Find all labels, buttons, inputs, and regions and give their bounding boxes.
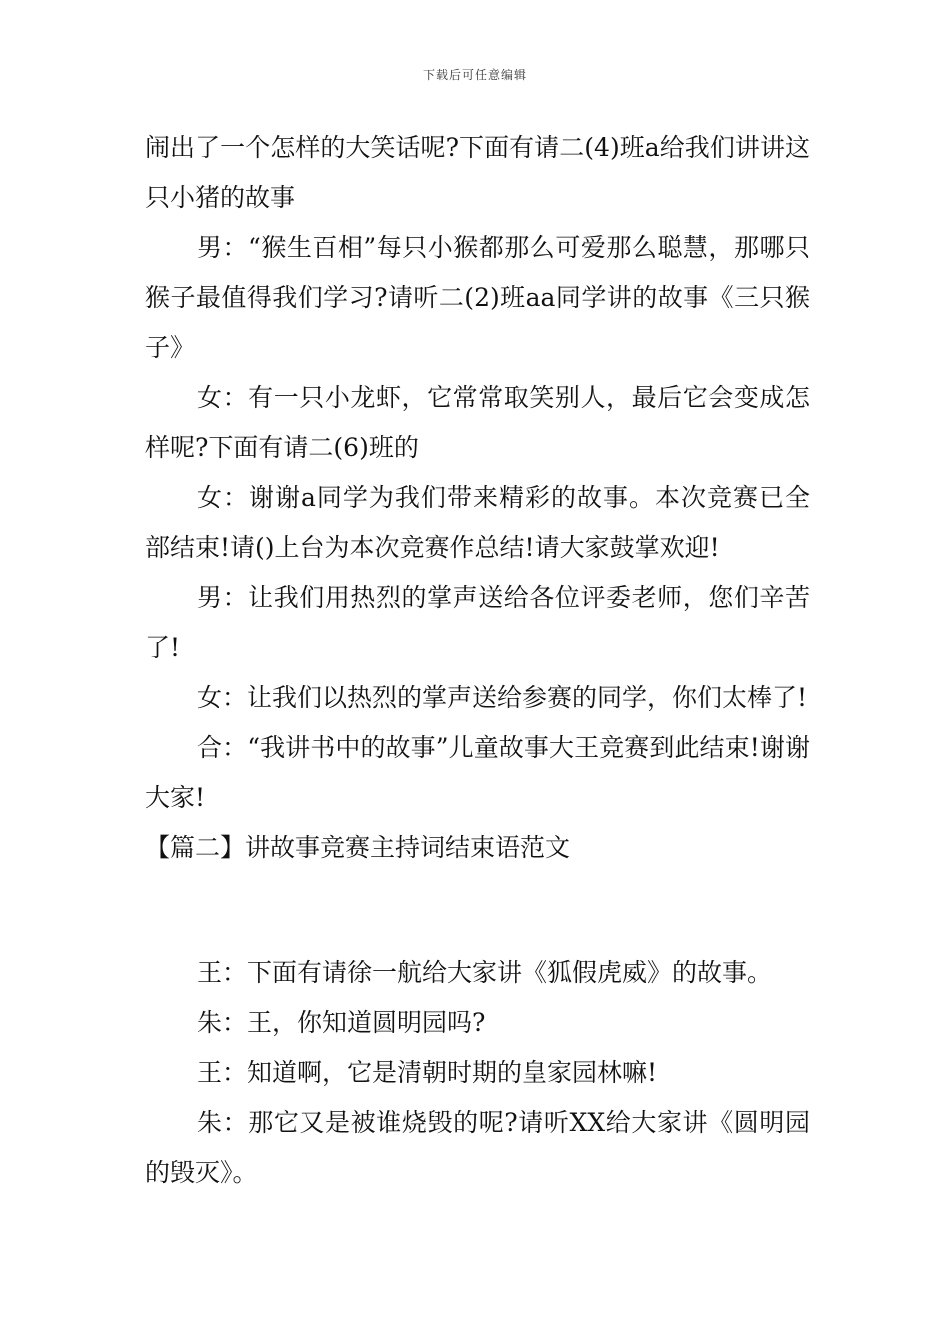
paragraph-male-host-monkeys: 男：“猴生百相”每只小猴都那么可爱那么聪慧，那哪只猴子最值得我们学习?请听二(2)班aa同学讲的故事《三只猴子》 [145, 233, 810, 362]
section-spacer [145, 873, 810, 948]
paragraph-female-host-closing: 女：谢谢a同学为我们带来精彩的故事。本次竞赛已全部结束!请()上台为本次竞赛作总结!请大家鼓掌欢迎! [145, 483, 810, 562]
paragraph-wang-answer: 王：知道啊，它是清朝时期的皇家园林嘛! [197, 1058, 658, 1087]
paragraph-zhu-intro: 朱：那它又是被谁烧毁的呢?请听XX给大家讲《圆明园的毁灭》。 [145, 1108, 810, 1187]
document-body [145, 123, 810, 1198]
paragraph-zhu-question: 朱：王，你知道圆明园吗? [197, 1008, 486, 1037]
page-header-note: 下载后可任意编辑 [422, 68, 527, 82]
paragraph-wang-intro: 王：下面有请徐一航给大家讲《狐假虎威》的故事。 [197, 958, 773, 987]
paragraph-female-host-thanks-students: 女：让我们以热烈的掌声送给参赛的同学，你们太棒了! [197, 683, 808, 712]
paragraph-continuation: 闹出了一个怎样的大笑话呢?下面有请二(4)班a给我们讲讲这只小猪的故事 [145, 133, 810, 212]
section-heading: 【篇二】讲故事竞赛主持词结束语范文 [145, 833, 571, 862]
paragraph-female-host-crayfish: 女：有一只小龙虾，它常常取笑别人，最后它会变成怎样呢?下面有请二(6)班的 [145, 383, 810, 462]
paragraph-joint-ending: 合：“我讲书中的故事”儿童故事大王竞赛到此结束!谢谢大家! [145, 733, 810, 812]
paragraph-male-host-thanks-judges: 男：让我们用热烈的掌声送给各位评委老师，您们辛苦了! [145, 583, 810, 662]
